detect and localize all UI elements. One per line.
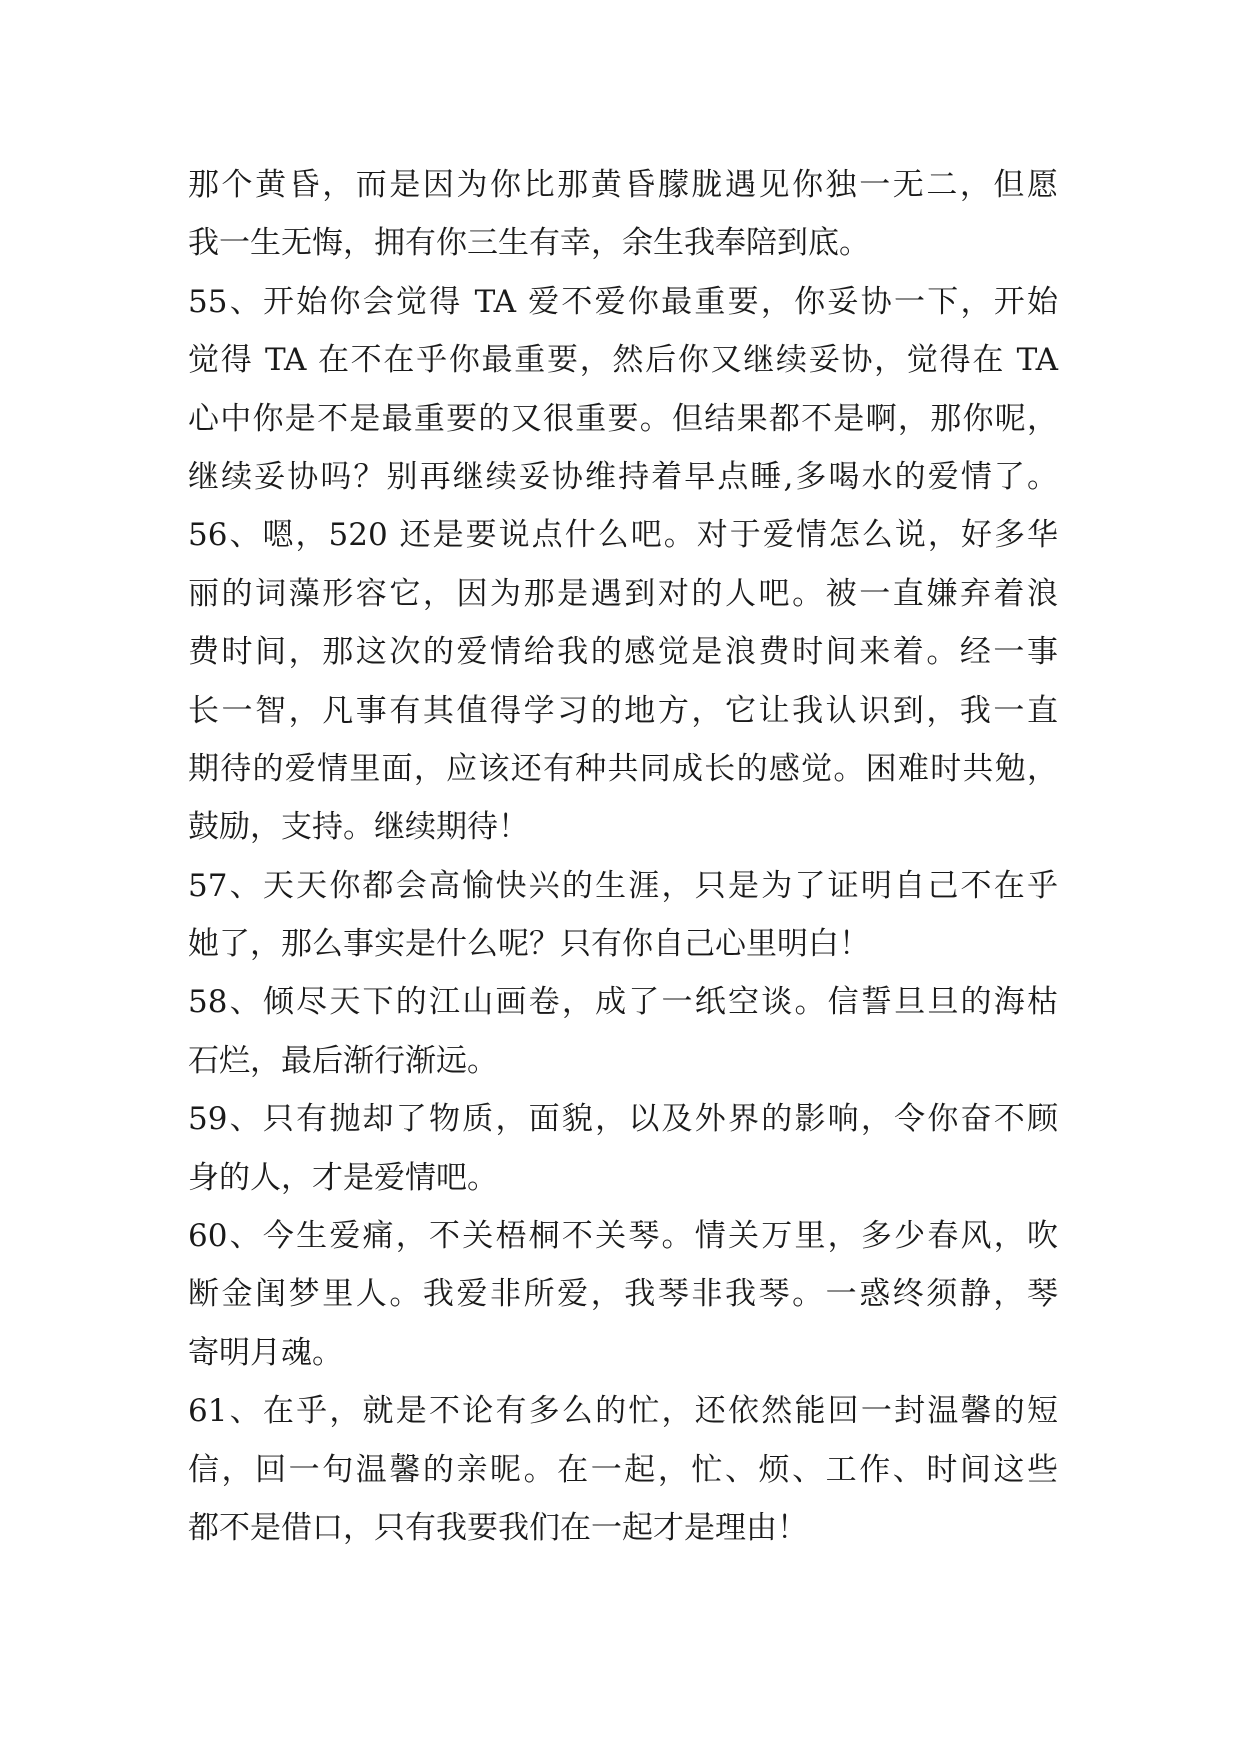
text-line: 长一智，凡事有其值得学习的地方，它让我认识到，我一直	[188, 692, 1058, 729]
text-line: 59、只有抛却了物质，面貌，以及外界的影响，令你奋不顾	[188, 1101, 1058, 1138]
text-line: 61、在乎，就是不论有多么的忙，还依然能回一封温馨的短	[188, 1393, 1058, 1430]
text-line: 心中你是不是最重要的又很重要。但结果都不是啊，那你呢，	[188, 400, 1058, 437]
text-line: 石烂，最后渐行渐远。	[188, 1042, 498, 1079]
text-line: 断金闺梦里人。我爱非所爱，我琴非我琴。一惑终须静，琴	[188, 1276, 1058, 1313]
text-line: 58、倾尽天下的江山画卷，成了一纸空谈。信誓旦旦的海枯	[188, 984, 1058, 1021]
text-line: 鼓励，支持。继续期待！	[188, 809, 529, 846]
text-line: 60、今生爱痛，不关梧桐不关琴。情关万里，多少春风，吹	[188, 1218, 1058, 1255]
text-line: 57、天天你都会高愉快兴的生涯，只是为了证明自己不在乎	[188, 867, 1058, 904]
text-line: 55、开始你会觉得 TA 爱不爱你最重要，你妥协一下，开始	[188, 283, 1058, 320]
text-line: 寄明月魂。	[188, 1334, 343, 1371]
document-body	[188, 156, 1058, 1557]
text-line: 期待的爱情里面，应该还有种共同成长的感觉。困难时共勉，	[188, 750, 1058, 787]
text-line: 丽的词藻形容它，因为那是遇到对的人吧。被一直嫌弃着浪	[188, 575, 1058, 612]
text-line: 费时间，那这次的爱情给我的感觉是浪费时间来着。经一事	[188, 634, 1058, 671]
text-line: 都不是借口，只有我要我们在一起才是理由！	[188, 1509, 808, 1546]
text-line: 继续妥协吗？别再继续妥协维持着早点睡,多喝水的爱情了。	[188, 458, 1058, 495]
text-line: 她了，那么事实是什么呢？只有你自己心里明白！	[188, 926, 870, 963]
text-line: 信，回一句温馨的亲昵。在一起，忙、烦、工作、时间这些	[188, 1451, 1058, 1488]
text-line: 身的人，才是爱情吧。	[188, 1159, 498, 1196]
text-line: 觉得 TA 在不在乎你最重要，然后你又继续妥协，觉得在 TA	[188, 342, 1058, 379]
text-line: 56、嗯，520 还是要说点什么吧。对于爱情怎么说，好多华	[188, 517, 1058, 554]
text-line: 我一生无悔，拥有你三生有幸，余生我奉陪到底。	[188, 225, 870, 262]
text-line: 那个黄昏，而是因为你比那黄昏朦胧遇见你独一无二，但愿	[188, 167, 1058, 203]
